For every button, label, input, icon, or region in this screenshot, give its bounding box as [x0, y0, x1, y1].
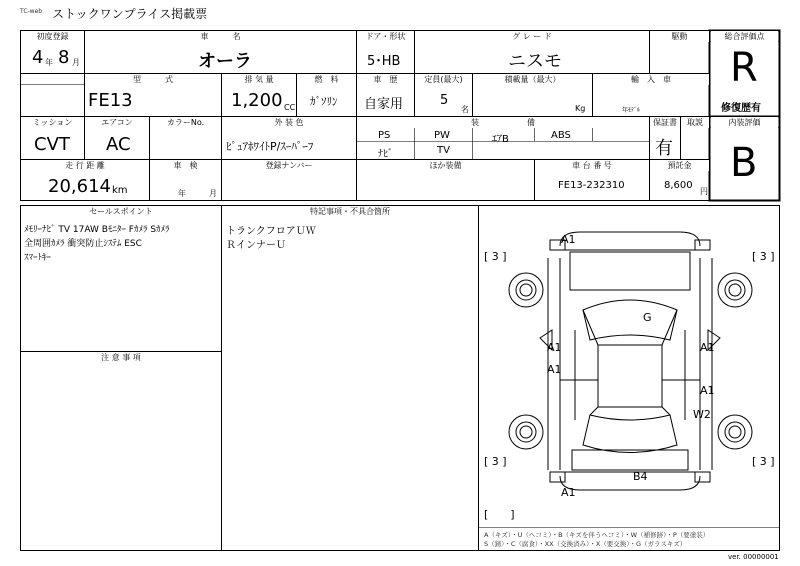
label-cautions: 注 意 事 項: [21, 352, 221, 363]
label-other-equipment: ほか装備: [357, 160, 534, 171]
load-unit: Kg: [575, 104, 586, 113]
reg-year: 4: [32, 47, 44, 68]
label-history: 車 歴: [357, 74, 414, 85]
label-deposit: 預託金: [650, 160, 709, 171]
label-car-name: 車 名: [85, 31, 356, 42]
mileage-unit: km: [112, 185, 128, 196]
inspection-year-unit: 年: [178, 189, 186, 198]
label-reg-number: 登録ナンバー: [222, 160, 356, 171]
damage-legend-line: S（錆）・C（腐食）・XX（交換済み）・X（要交換）・G（ガラスキズ）: [484, 540, 687, 548]
deposit-value: 8,600: [664, 180, 693, 191]
damage-mark-trunk: B4: [633, 470, 648, 483]
aircon-value: AC: [106, 134, 131, 155]
equip-navi: ﾅﾋﾞ: [378, 149, 393, 160]
deposit-unit: 円: [700, 187, 708, 196]
label-first-reg: 初度登録: [21, 31, 84, 42]
displacement-value: 1,200: [231, 90, 283, 111]
equip-ps: PS: [378, 130, 391, 141]
interior-rating-value: B: [730, 140, 758, 186]
label-mileage: 走 行 距 離: [21, 160, 149, 171]
special-note-line: トランクフロアＵＷ: [226, 226, 316, 237]
tire-front-right: [718, 273, 752, 307]
reg-month: 8: [58, 47, 70, 68]
sales-point-line: 全周囲ｶﾒﾗ 衝突防止ｼｽﾃﾑ ESC: [24, 239, 142, 249]
tire-tread-front-left: [ 3 ]: [484, 250, 507, 263]
damage-mark-left-front: A1: [547, 341, 562, 354]
car-name-value: オーラ: [198, 51, 252, 72]
capacity-value: 5: [440, 93, 449, 108]
label-equipment: 装 備: [357, 117, 649, 128]
label-fuel: 燃 料: [297, 74, 356, 85]
damage-mark-left-door: A1: [547, 363, 562, 376]
label-grade: グ レ ー ド: [415, 31, 649, 42]
reg-month-unit: 月: [72, 58, 80, 67]
sales-point-line: ﾒﾓﾘｰﾅﾋﾞ TV 17AW Bﾓﾆﾀｰ Fｶﾒﾗ Sｶﾒﾗ: [24, 225, 170, 235]
warranty-value: 有: [655, 138, 673, 159]
inspection-month-unit: 月: [209, 189, 217, 198]
equip-abs: ABS: [551, 130, 571, 141]
tire-tread-rear-left: [ 3 ]: [484, 455, 507, 468]
damage-mark-right-rear: W2: [693, 408, 711, 421]
equip-airbag: ｴｱB: [492, 134, 509, 145]
label-special-notes: 特記事項・不具合箇所: [222, 206, 478, 217]
capacity-unit: 名: [461, 105, 469, 114]
label-sales-points: セールスポイント: [21, 206, 221, 217]
label-model: 型 式: [85, 74, 221, 85]
special-note-line: ＲインナーＵ: [226, 240, 286, 251]
label-exterior-color: 外 装 色: [222, 117, 356, 128]
label-import-car: 輸 入 車: [593, 74, 709, 85]
damage-mark-rear-bumper: A1: [561, 486, 576, 499]
chassis-number-value: FE13-232310: [558, 180, 625, 191]
page-title: ストックワンプライス掲載票: [52, 7, 208, 21]
sales-point-line: ｽﾏｰﾄｷｰ: [24, 253, 52, 263]
model-year-unit: 年ﾓﾃﾞﾙ: [622, 107, 641, 114]
tire-tread-spare: [ ]: [484, 508, 515, 521]
tire-tread-front-right: [ 3 ]: [752, 250, 775, 263]
damage-legend-line: A（キズ）・U（ヘコミ）・B（キズを伴うヘコミ）・W（補修跡）・P（要塗装）: [484, 531, 710, 539]
label-interior-rating: 内装評価: [711, 117, 778, 128]
mission-value: CVT: [34, 134, 70, 155]
fuel-value: ｶﾞｿﾘﾝ: [310, 95, 338, 108]
history-value: 自家用: [364, 97, 404, 112]
label-chassis-number: 車 台 番 号: [535, 160, 649, 171]
label-mission: ミッション: [21, 117, 84, 128]
label-aircon: エアコン: [85, 117, 149, 128]
equip-tv: TV: [437, 145, 450, 156]
tire-front-left: [509, 273, 543, 307]
label-color-no: カラーNo.: [150, 117, 221, 128]
car-damage-diagram: [478, 205, 780, 527]
damage-mark-right-front: A1: [700, 341, 715, 354]
reg-year-unit: 年: [45, 58, 53, 67]
damage-mark-right-door: A1: [700, 384, 715, 397]
version-label: ver. 00000001: [728, 553, 779, 561]
door-shape-value: 5･HB: [367, 54, 401, 69]
label-warranty: 保証書: [650, 117, 680, 128]
displacement-unit: CC: [284, 103, 296, 112]
label-overall-rating: 総合評価点: [711, 31, 778, 42]
repair-history-value: 修復歴有: [721, 103, 761, 114]
exterior-color-value: ﾋﾟｭｱﾎﾜｲﾄP/ｽｰﾊﾟｰﾌ: [226, 140, 314, 153]
model-value: FE13: [88, 90, 133, 111]
tire-rear-left: [509, 415, 543, 449]
tire-tread-rear-right: [ 3 ]: [752, 455, 775, 468]
label-drive: 駆動: [650, 31, 709, 42]
tire-rear-right: [718, 415, 752, 449]
label-inspection: 車 検: [150, 160, 221, 171]
overall-rating-value: R: [730, 45, 758, 91]
damage-mark-windshield: G: [643, 311, 652, 324]
label-manual: 取説: [681, 117, 709, 128]
label-door-shape: ドア・形状: [357, 31, 414, 42]
mileage-value: 20,614: [48, 176, 111, 197]
logo: TC-web: [20, 8, 43, 15]
label-displacement: 排 気 量: [222, 74, 296, 85]
equip-pw: PW: [434, 130, 450, 141]
label-load: 積載量（最大）: [473, 74, 592, 85]
damage-mark-front-bumper: A1: [561, 233, 576, 246]
label-capacity: 定員(最大): [415, 74, 472, 85]
grade-value: ニスモ: [508, 51, 562, 72]
